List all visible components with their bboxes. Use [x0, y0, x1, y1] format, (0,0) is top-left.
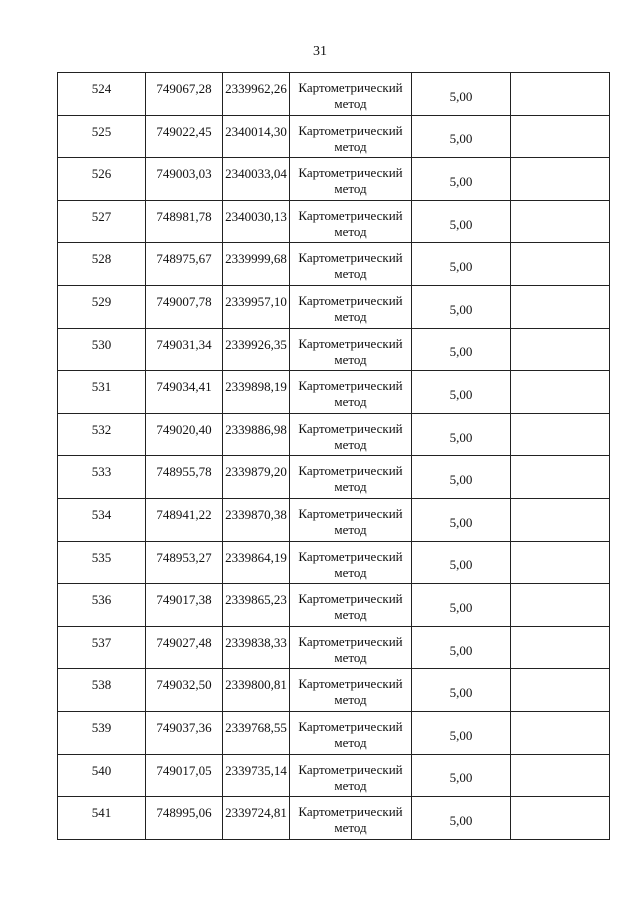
- method-cell: [290, 797, 412, 840]
- method-line-2: метод: [334, 96, 367, 111]
- notes-cell: [511, 669, 610, 712]
- point-number-cell: 531: [58, 371, 146, 414]
- notes-cell: [511, 371, 610, 414]
- table-row: [58, 115, 610, 158]
- table-row: [58, 371, 610, 414]
- x-coordinate-cell: 749032,50: [146, 669, 223, 712]
- y-coordinate-cell: 2339735,14: [223, 754, 290, 797]
- method-line-1: Картометрический: [298, 676, 403, 692]
- accuracy-cell: 5,00: [412, 498, 511, 541]
- notes-cell: [511, 328, 610, 371]
- notes-cell: [511, 456, 610, 499]
- table-row: [58, 626, 610, 669]
- method-cell: [290, 115, 412, 158]
- method-cell: [290, 73, 412, 116]
- x-coordinate-cell: 748995,06: [146, 797, 223, 840]
- method-line-1: Картометрический: [298, 463, 403, 479]
- notes-cell: [511, 158, 610, 201]
- method-line-2: метод: [334, 308, 367, 324]
- accuracy-cell: 5,00: [412, 626, 511, 669]
- method-line-2: метод: [334, 564, 367, 580]
- accuracy-cell: 5,00: [412, 328, 511, 371]
- y-coordinate-cell: 2340030,13: [223, 200, 290, 243]
- point-number-cell: 534: [58, 498, 146, 541]
- accuracy-cell: 5,00: [412, 371, 511, 414]
- method-line-1: Картометрический: [298, 292, 403, 308]
- method-line-2: метод: [334, 521, 367, 537]
- notes-cell: [511, 711, 610, 754]
- accuracy-cell: 5,00: [412, 158, 511, 201]
- x-coordinate-cell: 749017,38: [146, 584, 223, 627]
- point-number-cell: 535: [58, 541, 146, 584]
- table-row: [58, 498, 610, 541]
- table-row: [58, 711, 610, 754]
- table-row: [58, 456, 610, 499]
- notes-cell: [511, 413, 610, 456]
- notes-cell: [511, 115, 610, 158]
- y-coordinate-cell: 2339724,81: [223, 797, 290, 840]
- table-row: [58, 158, 610, 201]
- accuracy-cell: 5,00: [412, 73, 511, 116]
- y-coordinate-cell: 2339898,19: [223, 371, 290, 414]
- method-cell: [290, 371, 412, 414]
- accuracy-cell: 5,00: [412, 797, 511, 840]
- accuracy-cell: 5,00: [412, 456, 511, 499]
- method-cell: [290, 584, 412, 627]
- table-row: [58, 73, 610, 116]
- y-coordinate-cell: 2339768,55: [223, 711, 290, 754]
- method-line-1: Картометрический: [298, 335, 403, 351]
- y-coordinate-cell: 2339962,26: [223, 73, 290, 116]
- method-line-2: метод: [334, 351, 367, 367]
- accuracy-cell: 5,00: [412, 711, 511, 754]
- y-coordinate-cell: 2339879,20: [223, 456, 290, 499]
- y-coordinate-cell: 2339926,35: [223, 328, 290, 371]
- notes-cell: [511, 626, 610, 669]
- accuracy-cell: 5,00: [412, 541, 511, 584]
- x-coordinate-cell: 749017,05: [146, 754, 223, 797]
- method-line-1: Картометрический: [298, 633, 403, 649]
- accuracy-cell: 5,00: [412, 669, 511, 712]
- accuracy-cell: 5,00: [412, 754, 511, 797]
- point-number-cell: 533: [58, 456, 146, 499]
- point-number-cell: 537: [58, 626, 146, 669]
- y-coordinate-cell: 2339999,68: [223, 243, 290, 286]
- accuracy-cell: 5,00: [412, 243, 511, 286]
- table-row: [58, 669, 610, 712]
- method-cell: [290, 669, 412, 712]
- method-line-1: Картометрический: [298, 207, 403, 223]
- method-line-1: Картометрический: [298, 165, 403, 181]
- method-cell: [290, 456, 412, 499]
- notes-cell: [511, 243, 610, 286]
- x-coordinate-cell: 748941,22: [146, 498, 223, 541]
- y-coordinate-cell: 2339865,23: [223, 584, 290, 627]
- method-cell: [290, 158, 412, 201]
- method-line-1: Картометрический: [298, 591, 403, 607]
- method-line-1: Картометрический: [298, 761, 403, 777]
- point-number-cell: 529: [58, 285, 146, 328]
- notes-cell: [511, 498, 610, 541]
- table-row: [58, 584, 610, 627]
- notes-cell: [511, 541, 610, 584]
- method-line-2: метод: [334, 223, 367, 239]
- x-coordinate-cell: 748955,78: [146, 456, 223, 499]
- table-row: [58, 413, 610, 456]
- point-number-cell: 524: [58, 73, 146, 116]
- x-coordinate-cell: 749020,40: [146, 413, 223, 456]
- point-number-cell: 532: [58, 413, 146, 456]
- point-number-cell: 528: [58, 243, 146, 286]
- y-coordinate-cell: 2340033,04: [223, 158, 290, 201]
- table-row: [58, 328, 610, 371]
- accuracy-cell: 5,00: [412, 115, 511, 158]
- x-coordinate-cell: 749022,45: [146, 115, 223, 158]
- method-line-2: метод: [334, 138, 367, 154]
- method-line-2: метод: [334, 479, 367, 495]
- notes-cell: [511, 200, 610, 243]
- method-line-2: метод: [334, 266, 367, 282]
- point-number-cell: 540: [58, 754, 146, 797]
- point-number-cell: 525: [58, 115, 146, 158]
- x-coordinate-cell: 748953,27: [146, 541, 223, 584]
- method-line-1: Картометрический: [298, 548, 403, 564]
- y-coordinate-cell: 2339800,81: [223, 669, 290, 712]
- x-coordinate-cell: 749037,36: [146, 711, 223, 754]
- y-coordinate-cell: 2339864,19: [223, 541, 290, 584]
- x-coordinate-cell: 748981,78: [146, 200, 223, 243]
- method-line-2: метод: [334, 181, 367, 197]
- method-line-2: метод: [334, 394, 367, 410]
- x-coordinate-cell: 748975,67: [146, 243, 223, 286]
- coordinates-table: [57, 72, 610, 840]
- method-line-2: метод: [334, 692, 367, 708]
- method-line-1: Картометрический: [298, 80, 403, 95]
- method-cell: [290, 754, 412, 797]
- method-line-2: метод: [334, 607, 367, 623]
- method-line-2: метод: [334, 734, 367, 750]
- y-coordinate-cell: 2339870,38: [223, 498, 290, 541]
- method-line-1: Картометрический: [298, 250, 403, 266]
- method-cell: [290, 243, 412, 286]
- y-coordinate-cell: 2339957,10: [223, 285, 290, 328]
- x-coordinate-cell: 749027,48: [146, 626, 223, 669]
- table-row: [58, 541, 610, 584]
- method-line-2: метод: [334, 777, 367, 793]
- accuracy-cell: 5,00: [412, 285, 511, 328]
- table-row: [58, 243, 610, 286]
- x-coordinate-cell: 749034,41: [146, 371, 223, 414]
- method-line-2: метод: [334, 436, 367, 452]
- point-number-cell: 541: [58, 797, 146, 840]
- accuracy-cell: 5,00: [412, 584, 511, 627]
- accuracy-cell: 5,00: [412, 413, 511, 456]
- point-number-cell: 539: [58, 711, 146, 754]
- method-line-1: Картометрический: [298, 505, 403, 521]
- table-row: [58, 754, 610, 797]
- notes-cell: [511, 754, 610, 797]
- point-number-cell: 530: [58, 328, 146, 371]
- table-row: [58, 285, 610, 328]
- method-cell: [290, 541, 412, 584]
- method-cell: [290, 285, 412, 328]
- x-coordinate-cell: 749007,78: [146, 285, 223, 328]
- y-coordinate-cell: 2339886,98: [223, 413, 290, 456]
- point-number-cell: 538: [58, 669, 146, 712]
- accuracy-cell: 5,00: [412, 200, 511, 243]
- method-cell: [290, 498, 412, 541]
- method-line-1: Картометрический: [298, 718, 403, 734]
- method-line-1: Картометрический: [298, 122, 403, 138]
- point-number-cell: 526: [58, 158, 146, 201]
- x-coordinate-cell: 749031,34: [146, 328, 223, 371]
- method-cell: [290, 413, 412, 456]
- method-cell: [290, 200, 412, 243]
- notes-cell: [511, 285, 610, 328]
- method-cell: [290, 626, 412, 669]
- method-cell: [290, 328, 412, 371]
- method-line-1: Картометрический: [298, 378, 403, 394]
- coordinates-table-body: [58, 73, 610, 840]
- method-line-1: Картометрический: [298, 804, 403, 820]
- y-coordinate-cell: 2340014,30: [223, 115, 290, 158]
- y-coordinate-cell: 2339838,33: [223, 626, 290, 669]
- method-line-2: метод: [334, 649, 367, 665]
- x-coordinate-cell: 749067,28: [146, 73, 223, 116]
- method-line-1: Картометрический: [298, 420, 403, 436]
- notes-cell: [511, 73, 610, 116]
- page-number: 31: [313, 44, 327, 59]
- table-row: [58, 200, 610, 243]
- table-row: [58, 797, 610, 840]
- method-line-2: метод: [334, 820, 367, 836]
- point-number-cell: 527: [58, 200, 146, 243]
- x-coordinate-cell: 749003,03: [146, 158, 223, 201]
- point-number-cell: 536: [58, 584, 146, 627]
- method-cell: [290, 711, 412, 754]
- notes-cell: [511, 584, 610, 627]
- notes-cell: [511, 797, 610, 840]
